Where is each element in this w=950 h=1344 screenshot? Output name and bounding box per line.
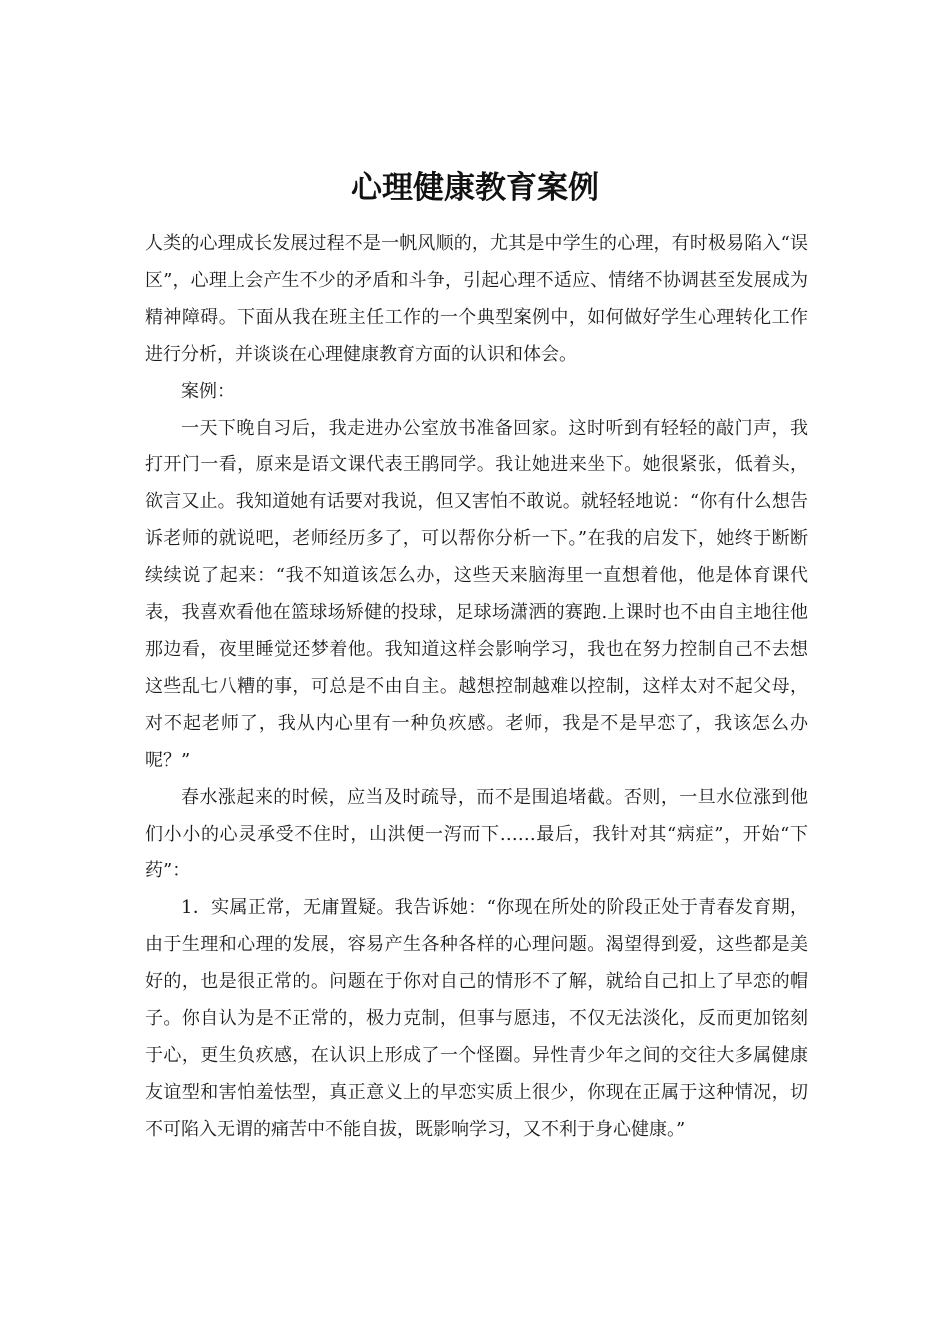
document-body: [145, 226, 808, 1149]
paragraph-point-1: 1．实属正常，无庸置疑。我告诉她：“你现在所处的阶段正处于青春发育期，由于生理和心理的发展，容易产生各种各样的心理问题。渴望得到爱，这些都是美好的，也是很正常的。问题在于你对自己的情形不了解，就给自己扣上了早恋的帽子。你自认为是不正常的，极力克制，但事与愿违，不仅无法淡化，反而更加铭刻于心，更生负疚感，在认识上形成了一个怪圈。异性青少年之间的交往大多属健康友谊型和害怕羞怯型，真正意义上的早恋实质上很少，你现在正属于这种情况，切不可陷入无谓的痛苦中不能自拔，既影响学习，又不利于身心健康。”: [145, 897, 808, 1140]
paragraph-guidance: 春水涨起来的时候，应当及时疏导，而不是围追堵截。否则，一旦水位涨到他们小小的心灵承受不住时，山洪便一泻而下……最后，我针对其“病症”，开始“下药”：: [145, 786, 808, 882]
paragraph-case-story: 一天下晚自习后，我走进办公室放书准备回家。这时听到有轻轻的敲门声，我打开门一看，原来是语文课代表王鹃同学。我让她进来坐下。她很紧张，低着头，欲言又止。我知道她有话要对我说，但又害怕不敢说。就轻轻地说：“你有什么想告诉老师的就说吧，老师经历多了，可以帮你分析一下。”在我的启发下，她终于断断续续说了起来：“我不知道该怎么办，这些天来脑海里一直想着他，他是体育课代表，我喜欢看他在篮球场矫健的投球，足球场潇洒的赛跑.上课时也不由自主地往他那边看，夜里睡觉还梦着他。我知道这样会影响学习，我也在努力控制自己不去想这些乱七八糟的事，可总是不由自主。越想控制越难以控制，这样太对不起父母，对不起老师了，我从内心里有一种负疚感。老师，我是不是早恋了，我该怎么办呢？”: [145, 417, 808, 771]
paragraph-intro: 人类的心理成长发展过程不是一帆风顺的，尤其是中学生的心理，有时极易陷入“误区”，心理上会产生不少的矛盾和斗争，引起心理不适应、情绪不协调甚至发展成为精神障碍。下面从我在班主任工作的一个典型案例中，如何做好学生心理转化工作进行分析，并谈谈在心理健康教育方面的认识和体会。: [145, 233, 808, 365]
document-title: 心理健康教育案例: [351, 170, 599, 206]
paragraph-case-label: 案例：: [181, 380, 235, 402]
